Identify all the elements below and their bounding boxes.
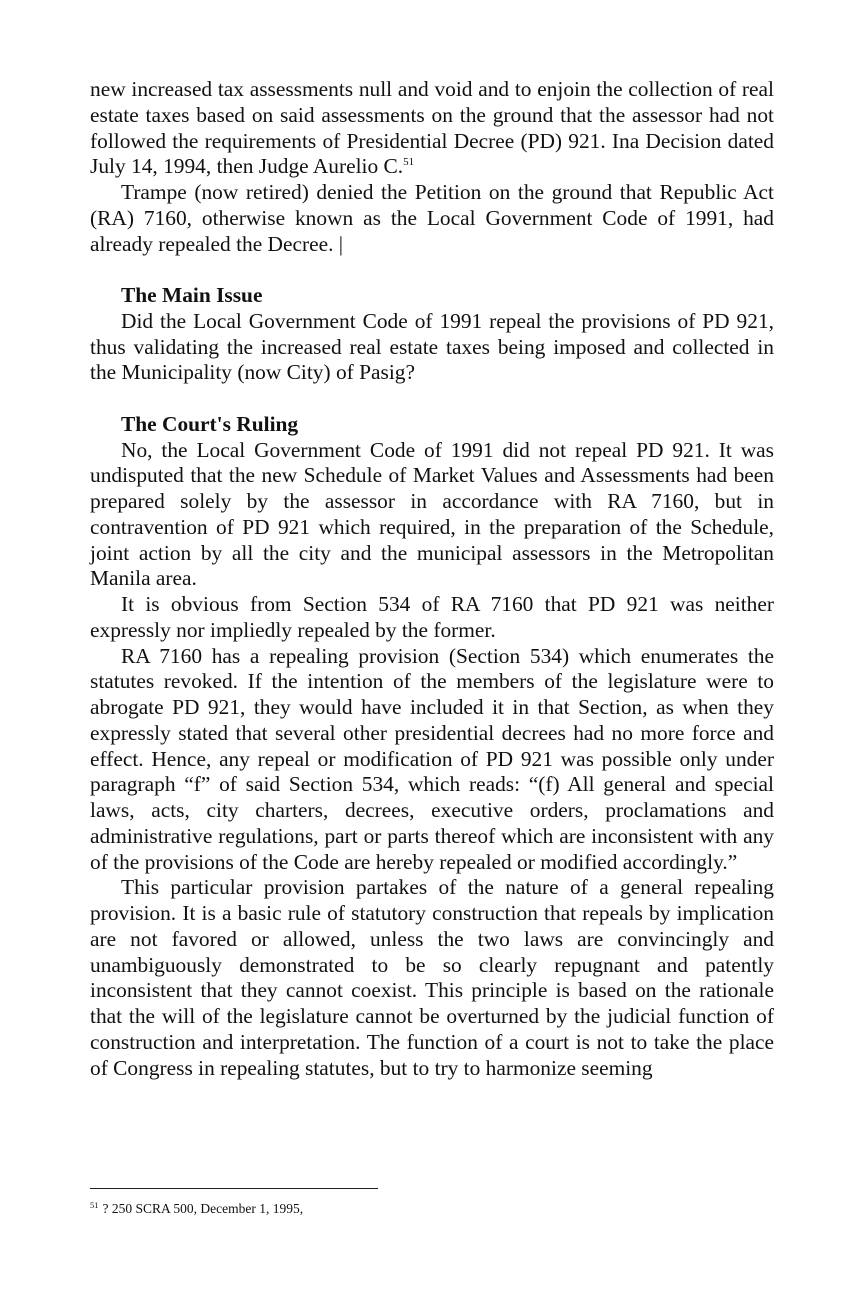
footnote (90, 1201, 303, 1217)
paragraph-denial: Trampe (now retired) denied the Petition on the ground that Republic Act (RA) 7160, otherwise known as the Local Government Code of 1991, had already repealed the Decree. | (90, 180, 774, 256)
footnote-reference[interactable]: 51 (403, 156, 415, 169)
paragraph-petition (90, 77, 774, 180)
footnote-number: 51 (90, 1200, 99, 1210)
heading-courts-ruling: The Court's Ruling (121, 411, 299, 436)
section-spacer (90, 257, 774, 283)
footnote-text: ? 250 SCRA 500, December 1, 1995, (102, 1201, 304, 1216)
paragraph-ruling: No, the Local Government Code of 1991 did not repeal PD 921. It was undisputed that the new Schedule of Market Values and Assessments had been prepared solely by the assessor in accordance with RA 7160, but in contravention of PD 921 which required, in the preparation of the Schedule, joint action by all the city and the municipal assessors in the Metropolitan Manila area. (90, 437, 774, 591)
paragraph-petition-text: new increased tax assessments null and void and to enjoin the collection of real estate taxes based on said assessments on the ground that the assessor had not followed the requirements of Presidential Decree (PD) 921. Ina Decision dated July 14, 1994, then Judge Aurelio C. (90, 77, 774, 179)
paragraph-repealing-provision: RA 7160 has a repealing provision (Section 534) which enumerates the statutes revoked. If the intention of the members of the legislature were to abrogate PD 921, they would have included it in that Section, as when they expressly stated that several other presidential decrees had no more force and effect. Hence, any repeal or modification of PD 921 was possible only under paragraph “f” of said Section 534, which reads: “(f) All general and special laws, acts, city charters, decrees, executive orders, proclamations and administrative regulations, part or parts thereof which are inconsistent with any of the provisions of the Code are hereby repealed or modified accordingly.” (90, 643, 774, 874)
paragraph-main-issue: Did the Local Government Code of 1991 repeal the provisions of PD 921, thus validating the increased real estate taxes being imposed and collected in the Municipality (now City) of Pasig? (90, 308, 774, 385)
document-page (90, 77, 774, 1081)
footnote-divider (90, 1188, 378, 1189)
heading-main-issue: The Main Issue (121, 283, 263, 307)
paragraph-section-534: It is obvious from Section 534 of RA 7160 that PD 921 was neither expressly nor impliedly repealed by the former. (90, 592, 774, 642)
section-spacer (90, 386, 774, 412)
paragraph-general-repeal: This particular provision partakes of the nature of a general repealing provision. It is a basic rule of statutory construction that repeals by implication are not favored or allowed, unless the two laws are convincingly and unambiguously demonstrated to be so clearly repugnant and patently inconsistent that they cannot coexist. This principle is based on the rationale that the will of the legislature cannot be overturned by the judicial function of construction and interpretation. The function of a court is not to take the place of Congress in repealing statutes, but to try to harmonize seeming (90, 875, 774, 1080)
